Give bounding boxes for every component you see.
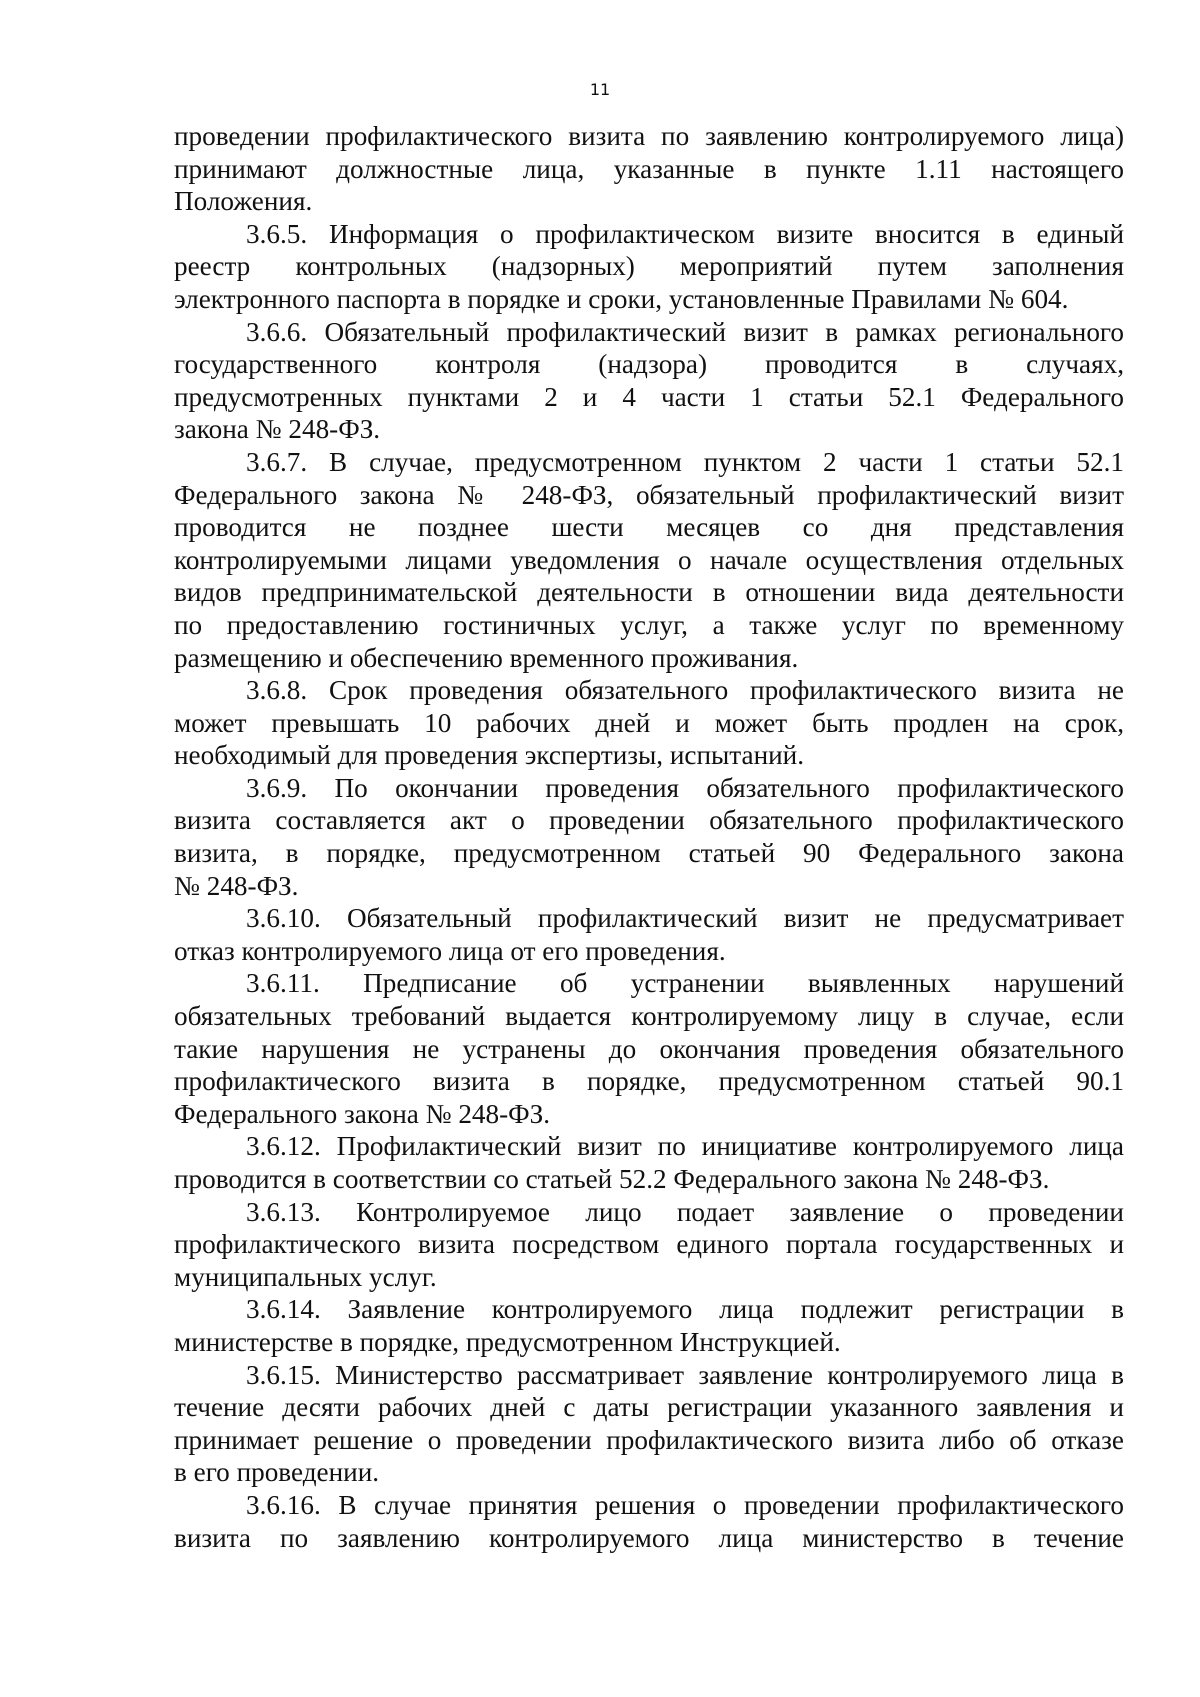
text-line: проводится не позднее шести месяцев со дня представления <box>174 512 1124 543</box>
text-line: 3.6.14. Заявление контролируемого лица подлежит регистрации в <box>246 1294 1124 1325</box>
text-line: Федерального закона № 248-ФЗ. <box>174 1098 551 1129</box>
text-line: такие нарушения не устранены до окончания проведения обязательного <box>174 1033 1124 1064</box>
text-line: 3.6.10. Обязательный профилактический визит не предусматривает <box>246 903 1124 934</box>
text-line: контролируемыми лицами уведомления о начале осуществления отдельных <box>174 544 1124 575</box>
text-line: министерстве в порядке, предусмотренном Инструкцией. <box>174 1326 841 1357</box>
text-line: 3.6.7. В случае, предусмотренном пунктом 2 части 1 статьи 52.1 <box>246 446 1124 477</box>
text-line: может превышать 10 рабочих дней и может быть продлен на срок, <box>174 707 1124 738</box>
paragraph-3-6-16 <box>174 1489 1124 1554</box>
text-line: необходимый для проведения экспертизы, испытаний. <box>174 740 805 771</box>
text-line: принимает решение о проведении профилактического визита либо об отказе <box>174 1424 1124 1455</box>
text-line: реестр контрольных (надзорных) мероприятий путем заполнения <box>174 251 1124 282</box>
text-line: Положения. <box>174 186 313 217</box>
text-line: 3.6.8. Срок проведения обязательного профилактического визита не <box>246 675 1124 706</box>
paragraph-3-6-14 <box>174 1293 1124 1358</box>
text-line: закона № 248-ФЗ. <box>174 414 381 445</box>
text-line: по предоставлению гостиничных услуг, а также услуг по временному <box>174 609 1124 640</box>
text-line: визита составляется акт о проведении обязательного профилактического <box>174 805 1124 836</box>
paragraph-3-6-5 <box>174 218 1124 316</box>
text-line: визита по заявлению контролируемого лица министерство в течение <box>174 1522 1124 1553</box>
text-line: проведении профилактического визита по заявлению контролируемого лица) <box>174 121 1124 151</box>
text-line: течение десяти рабочих дней с даты регистрации указанного заявления и <box>174 1392 1124 1423</box>
paragraph-3-6-11 <box>174 967 1124 1130</box>
text-line: профилактического визита посредством единого портала государственных и <box>174 1229 1124 1260</box>
text-line: в его проведении. <box>174 1457 380 1488</box>
text-line: обязательных требований выдается контролируемому лицу в случае, если <box>174 1001 1124 1032</box>
text-line: 3.6.13. Контролируемое лицо подает заявление о проведении <box>246 1196 1124 1227</box>
text-line: государственного контроля (надзора) проводится в случаях, <box>174 349 1124 380</box>
text-line: предусмотренных пунктами 2 и 4 части 1 статьи 52.1 Федерального <box>174 381 1124 412</box>
text-line: видов предпринимательской деятельности в отношении вида деятельности <box>174 577 1124 608</box>
text-line: 3.6.6. Обязательный профилактический визит в рамках регионального <box>246 316 1124 347</box>
document-body <box>174 120 1124 1554</box>
text-line: проводится в соответствии со статьей 52.2 Федерального закона № 248-ФЗ. <box>174 1164 1050 1194</box>
text-line: размещению и обеспечению временного проживания. <box>174 642 799 673</box>
text-line: 3.6.12. Профилактический визит по инициативе контролируемого лица <box>246 1131 1124 1162</box>
text-line: принимают должностные лица, указанные в пункте 1.11 настоящего <box>174 153 1124 184</box>
text-line: визита, в порядке, предусмотренном статьей 90 Федерального закона <box>174 838 1124 869</box>
text-line: Федерального закона № 248-ФЗ, обязательный профилактический визит <box>174 479 1124 510</box>
paragraph-3-6-13 <box>174 1196 1124 1294</box>
text-line: электронного паспорта в порядке и сроки, установленные Правилами № 604. <box>174 283 1069 314</box>
paragraph-3-6-12 <box>174 1130 1124 1195</box>
text-line: муниципальных услуг. <box>174 1261 437 1292</box>
paragraph-cont <box>174 120 1124 218</box>
text-line: 3.6.15. Министерство рассматривает заявление контролируемого лица в <box>246 1359 1124 1390</box>
paragraph-3-6-8 <box>174 674 1124 772</box>
text-line: 3.6.11. Предписание об устранении выявленных нарушений <box>246 968 1124 999</box>
paragraph-3-6-15 <box>174 1359 1124 1489</box>
paragraph-3-6-7 <box>174 446 1124 674</box>
page-number: 11 <box>589 80 611 99</box>
paragraph-3-6-6 <box>174 316 1124 446</box>
text-line: 3.6.9. По окончании проведения обязательного профилактического <box>246 772 1124 803</box>
text-line: отказ контролируемого лица от его проведения. <box>174 935 726 966</box>
text-line: 3.6.16. В случае принятия решения о проведении профилактического <box>246 1489 1124 1520</box>
text-line: профилактического визита в порядке, предусмотренном статьей 90.1 <box>174 1066 1124 1097</box>
paragraph-3-6-9 <box>174 772 1124 902</box>
text-line: 3.6.5. Информация о профилактическом визите вносится в единый <box>246 218 1124 249</box>
text-line: № 248-ФЗ. <box>174 870 299 901</box>
paragraph-3-6-10 <box>174 902 1124 967</box>
